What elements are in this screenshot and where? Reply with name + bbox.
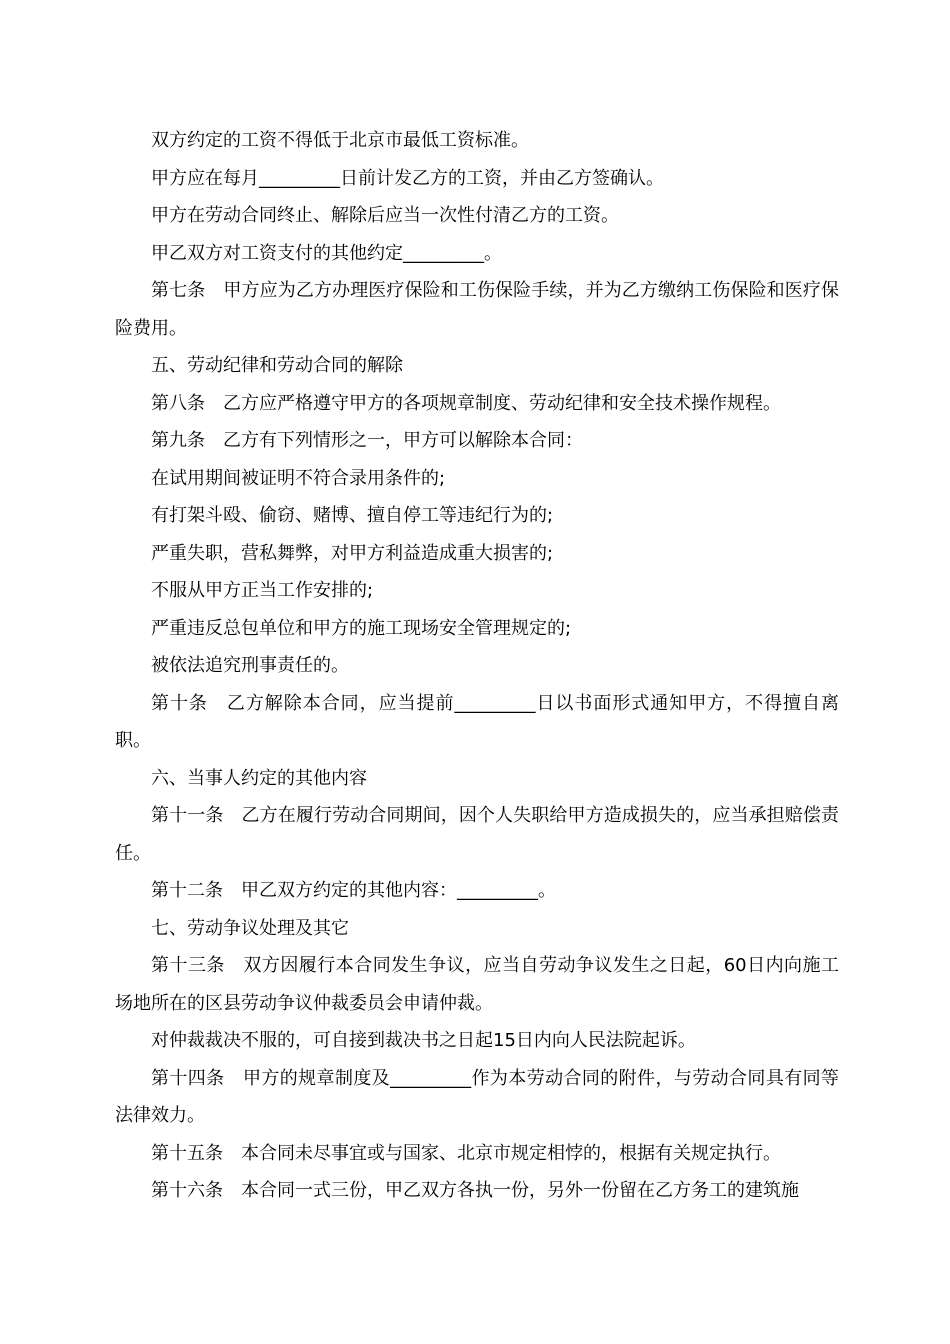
article-13: 第十三条 双方因履行本合同发生争议，应当自劳动争议发生之日起，60日内向施工场地所在的区县劳动争议仲裁委员会申请仲裁。 bbox=[115, 955, 839, 1014]
article-8: 第八条 乙方应严格遵守甲方的各项规章制度、劳动纪律和安全技术操作规程。 bbox=[151, 392, 781, 414]
article-10: 第十条 乙方解除本合同，应当提前_________日以书面形式通知甲方，不得擅自离职。 bbox=[115, 692, 839, 751]
contract-body bbox=[115, 122, 839, 1210]
article-9-item: 严重失职，营私舞弊，对甲方利益造成重大损害的; bbox=[151, 542, 554, 564]
article-9-item: 在试用期间被证明不符合录用条件的; bbox=[151, 467, 446, 489]
article-9-item: 严重违反总包单位和甲方的施工现场安全管理规定的; bbox=[151, 617, 572, 639]
section-heading-6: 六、当事人约定的其他内容 bbox=[151, 767, 367, 789]
article-14: 第十四条 甲方的规章制度及_________作为本劳动合同的附件，与劳动合同具有同等法律效力。 bbox=[115, 1067, 839, 1126]
section-heading-7: 七、劳动争议处理及其它 bbox=[151, 917, 349, 939]
paragraph-wage-other: 甲乙双方对工资支付的其他约定_________。 bbox=[151, 242, 502, 264]
paragraph-wage-payday: 甲方应在每月_________日前计发乙方的工资，并由乙方签确认。 bbox=[151, 167, 664, 189]
article-9-item: 有打架斗殴、偷窃、赌博、擅自停工等违纪行为的; bbox=[151, 505, 554, 526]
article-12: 第十二条 甲乙双方约定的其他内容：_________。 bbox=[151, 880, 556, 901]
section-heading-5: 五、劳动纪律和劳动合同的解除 bbox=[151, 355, 403, 376]
paragraph-wage-minimum: 双方约定的工资不得低于北京市最低工资标准。 bbox=[151, 130, 529, 151]
article-11: 第十一条 乙方在履行劳动合同期间，因个人失职给甲方造成损失的，应当承担赔偿责任。 bbox=[115, 805, 839, 864]
article-9-item: 不服从甲方正当工作安排的; bbox=[151, 580, 374, 601]
article-7: 第七条 甲方应为乙方办理医疗保险和工伤保险手续，并为乙方缴纳工伤保险和医疗保险费用。 bbox=[115, 280, 839, 339]
article-13-appeal: 对仲裁裁决不服的，可自接到裁决书之日起15日内向人民法院起诉。 bbox=[151, 1030, 696, 1051]
article-16: 第十六条 本合同一式三份，甲乙双方各执一份，另外一份留在乙方务工的建筑施 bbox=[151, 1180, 799, 1201]
article-15: 第十五条 本合同未尽事宜或与国家、北京市规定相悖的，根据有关规定执行。 bbox=[151, 1142, 781, 1164]
article-9-item: 被依法追究刑事责任的。 bbox=[151, 655, 349, 676]
paragraph-wage-settlement: 甲方在劳动合同终止、解除后应当一次性付清乙方的工资。 bbox=[151, 205, 619, 226]
article-9: 第九条 乙方有下列情形之一，甲方可以解除本合同： bbox=[151, 430, 583, 451]
